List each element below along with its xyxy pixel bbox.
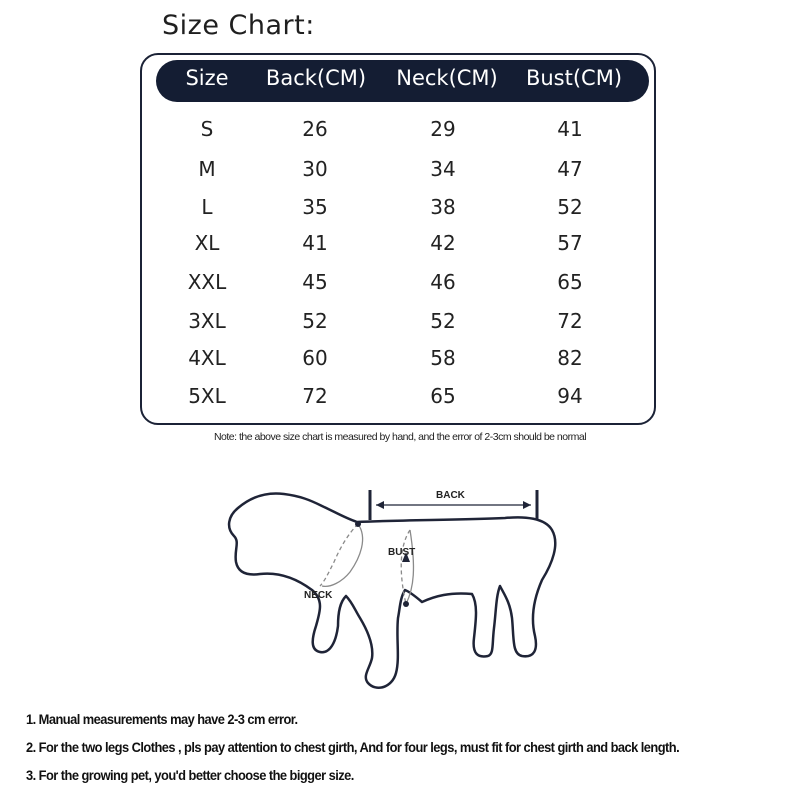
dog-measurement-diagram	[200, 478, 570, 698]
cell-size: L	[201, 195, 213, 219]
cell-back: 60	[302, 346, 328, 370]
size-chart-title: Size Chart:	[162, 10, 315, 41]
cell-size: M	[198, 157, 216, 181]
cell-back: 52	[302, 309, 328, 333]
cell-bust: 41	[557, 117, 583, 141]
cell-bust: 47	[557, 157, 583, 181]
table-row	[0, 195, 800, 225]
dog-outline-icon	[200, 478, 570, 698]
size-table-header	[156, 60, 649, 102]
cell-back: 45	[302, 270, 328, 294]
cell-bust: 82	[557, 346, 583, 370]
header-back: Back(CM)	[265, 66, 367, 90]
table-row	[0, 157, 800, 187]
table-row	[0, 309, 800, 339]
cell-bust: 72	[557, 309, 583, 333]
cell-neck: 52	[430, 309, 456, 333]
cell-size: XXL	[187, 270, 227, 294]
dog-body-outline	[229, 494, 555, 688]
cell-bust: 94	[557, 384, 583, 408]
cell-back: 30	[302, 157, 328, 181]
cell-bust: 52	[557, 195, 583, 219]
cell-neck: 29	[430, 117, 456, 141]
cell-size: 5XL	[188, 384, 226, 408]
footnotes-list	[26, 708, 734, 792]
cell-back: 35	[302, 195, 328, 219]
cell-back: 26	[302, 117, 328, 141]
cell-bust: 57	[557, 231, 583, 255]
footnote-1: 1. Manual measurements may have 2-3 cm error.	[26, 711, 298, 727]
measurement-note: Note: the above size chart is measured by hand, and the error of 2-3cm should be normal	[213, 431, 587, 443]
cell-neck: 38	[430, 195, 456, 219]
table-row	[0, 346, 800, 376]
cell-neck: 65	[430, 384, 456, 408]
bust-label: BUST	[388, 547, 416, 558]
table-row	[0, 384, 800, 414]
cell-size: XL	[194, 231, 220, 255]
footnote-3: 3. For the growing pet, you'd better choose the bigger size.	[26, 767, 354, 783]
back-label: BACK	[436, 490, 465, 501]
table-row	[0, 231, 800, 261]
cell-bust: 65	[557, 270, 583, 294]
footnote-2: 2. For the two legs Clothes , pls pay attention to chest girth, And for four legs, must fit for chest girth and back length.	[26, 739, 680, 755]
cell-size: S	[200, 117, 214, 141]
cell-neck: 46	[430, 270, 456, 294]
table-row	[0, 270, 800, 300]
cell-size: 3XL	[188, 309, 226, 333]
header-neck: Neck(CM)	[396, 66, 498, 90]
cell-neck: 42	[430, 231, 456, 255]
cell-back: 41	[302, 231, 328, 255]
cell-neck: 34	[430, 157, 456, 181]
table-row	[0, 117, 800, 147]
neck-label: NECK	[304, 590, 333, 601]
neck-measure-curve	[320, 524, 358, 586]
cell-back: 72	[302, 384, 328, 408]
cell-neck: 58	[430, 346, 456, 370]
header-bust: Bust(CM)	[525, 66, 623, 90]
header-size: Size	[185, 66, 229, 90]
cell-size: 4XL	[188, 346, 226, 370]
